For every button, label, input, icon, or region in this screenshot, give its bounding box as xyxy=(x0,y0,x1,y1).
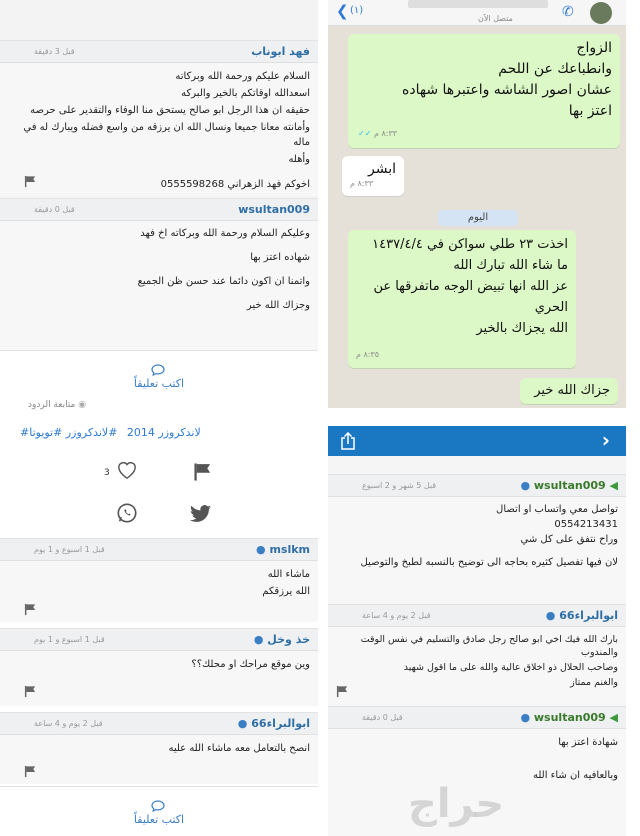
comment-line: تواصل معي واتساب او اتصال xyxy=(496,504,618,515)
comment-header xyxy=(0,199,318,221)
twitter-share-icon[interactable] xyxy=(190,504,212,524)
comment-line: شهادة اعتز بها xyxy=(558,737,618,748)
tags-row xyxy=(20,426,310,439)
haraj-watermark: حراج xyxy=(408,781,505,827)
comment-time: قبل 3 دقيقة xyxy=(34,47,75,56)
like-area[interactable] xyxy=(104,460,144,484)
comment-line: 0554213431 xyxy=(554,519,618,530)
comment-line: شهاده اعتز بها xyxy=(250,252,310,263)
message-line: عشان اصور الشاشه واعتبرها شهاده xyxy=(402,82,612,98)
contact-avatar[interactable] xyxy=(590,2,612,24)
chat-message-out xyxy=(520,378,618,404)
comment-card xyxy=(0,40,318,196)
comment-header xyxy=(328,707,626,729)
chat-header xyxy=(328,0,626,26)
write-comment-label: اكتب تعليقاً xyxy=(133,377,185,390)
comment-time: قبل 1 اسبوع و 1 يوم xyxy=(34,635,105,644)
comment-line: الله يرزقكم xyxy=(262,586,310,597)
report-flag-icon[interactable] xyxy=(336,685,349,698)
comment-line: ماشاء الله xyxy=(267,569,310,580)
comment-line: وأهله xyxy=(288,154,310,165)
user-icon: ● xyxy=(255,543,266,556)
comment-line: انصح بالتعامل معه ماشاء الله عليه xyxy=(168,743,310,754)
comment-line: اسعدالله اوقاتكم بالخير والبركه xyxy=(181,88,310,99)
whatsapp-share-icon[interactable] xyxy=(116,502,138,524)
phone-icon[interactable]: ✆ xyxy=(562,4,574,20)
comment-card xyxy=(0,712,318,784)
message-line: اعتز بها xyxy=(568,103,612,119)
comments-panel-top xyxy=(0,0,318,392)
message-line: جزاك الله خير xyxy=(534,383,610,398)
comment-time: قبل 5 شهر و 2 اسبوع xyxy=(362,481,437,490)
user-icon: ● xyxy=(237,717,248,730)
read-receipt-icon: ✓✓ xyxy=(358,129,372,138)
comment-username[interactable]: ● mslkm xyxy=(255,543,310,556)
message-line: ابشر xyxy=(368,161,396,177)
date-chip: اليوم xyxy=(438,210,518,226)
report-flag-icon[interactable] xyxy=(24,603,37,616)
report-flag-icon[interactable] xyxy=(193,462,213,482)
comment-card xyxy=(0,538,318,622)
write-comment-label: اكتب تعليقاً xyxy=(133,813,185,826)
comment-username[interactable]: ● ابوالبراء66 xyxy=(237,717,310,730)
chat-message-out xyxy=(348,230,576,368)
comments-panel-right xyxy=(328,426,626,836)
write-comment-button[interactable] xyxy=(0,350,318,392)
comment-line: وين موقع مراحك او محلك؟؟ xyxy=(191,659,310,670)
message-line: اخذت ٢٣ طلي سواكن في ١٤٣٧/٤/٤ xyxy=(372,237,568,252)
follow-replies[interactable]: ◉ متابعة الردود xyxy=(28,400,87,410)
chat-message-in xyxy=(342,156,404,196)
comment-bubble-icon xyxy=(151,364,165,376)
comment-time: قبل 2 يوم و 4 ساعة xyxy=(34,719,103,728)
comment-username[interactable]: فهد ابوناب xyxy=(251,45,310,58)
report-flag-icon[interactable] xyxy=(24,175,37,188)
megaphone-icon: ◀ xyxy=(609,479,618,492)
message-time: ✓✓ ٨:٣٣ م xyxy=(358,129,398,138)
user-icon: ● xyxy=(520,711,531,724)
message-line: الحري xyxy=(534,300,568,315)
comment-line: حقيقه ان هذا الرجل ابو صالح يستحق منا الوفاء والتقدير على حرصه xyxy=(30,105,310,116)
comment-signature: اخوكم فهد الزهراني 0555598268 xyxy=(160,179,310,190)
comment-time: قبل 1 اسبوع و 1 يوم xyxy=(34,545,105,554)
comment-body xyxy=(0,63,318,192)
contact-status: متصل الآن xyxy=(478,14,513,23)
comment-line: وراح نتفق على كل شي xyxy=(520,534,618,545)
forward-chevron-icon[interactable]: › xyxy=(601,428,610,452)
comment-header xyxy=(328,605,626,627)
message-line: الزواج xyxy=(576,40,612,56)
tag-link[interactable]: #لاندكروزر 2014 xyxy=(20,426,201,439)
comment-card xyxy=(328,474,626,600)
comment-username[interactable]: wsultan009 xyxy=(238,203,310,216)
back-chevron-icon[interactable]: ❮ xyxy=(336,2,349,20)
comment-line: لان فيها تفصيل كثيره بحاجه الى توضيح بالنسبه لطبخ والتوصيل xyxy=(360,557,618,568)
comment-body xyxy=(328,729,626,783)
tag-link[interactable]: #تويوتا xyxy=(29,426,63,439)
message-line: وانطباعك عن اللحم xyxy=(498,61,612,77)
comment-body xyxy=(0,221,318,313)
comment-username[interactable]: ● ابوالبراء66 xyxy=(545,609,618,622)
share-icon[interactable] xyxy=(340,432,356,450)
comment-body xyxy=(0,561,318,599)
comment-card xyxy=(0,198,318,350)
heart-icon[interactable] xyxy=(116,460,138,480)
comment-line: بارك الله فيك اخي ابو صالح رجل صادق والتسليم في نفس الوقت والمندوب xyxy=(360,634,618,658)
comment-header xyxy=(0,629,318,651)
comment-username[interactable]: ● wsultan009 ◀ xyxy=(520,479,618,492)
comment-body xyxy=(0,735,318,756)
message-time: ٨:٣٥ م xyxy=(356,350,380,359)
whatsapp-chat-panel xyxy=(328,0,626,408)
comment-header xyxy=(0,713,318,735)
message-line: عز الله انها تبيض الوجه ماتفرقها عن xyxy=(373,279,568,294)
unread-count: (١) xyxy=(350,5,364,16)
contact-name-bar xyxy=(408,0,548,8)
report-flag-icon[interactable] xyxy=(24,765,37,778)
tag-link[interactable]: #لاندكروزر xyxy=(65,426,118,439)
comment-card xyxy=(328,706,626,836)
comment-header xyxy=(0,41,318,63)
comment-header xyxy=(328,475,626,497)
comment-card xyxy=(328,604,626,704)
comment-time: قبل 0 دقيقة xyxy=(362,713,403,722)
comment-line: والغنم ممتاز xyxy=(570,677,618,688)
write-comment-button[interactable] xyxy=(0,786,318,828)
comment-body xyxy=(328,627,626,689)
rss-icon: ◉ xyxy=(78,400,87,410)
top-bar xyxy=(328,426,626,456)
message-time: ٨:٣٣ م xyxy=(350,179,374,188)
user-icon: ● xyxy=(545,609,556,622)
comment-line: وأمانته معانا جميعا ونسال الله ان يرزقه من واسع فضله ويبارك له في ماله xyxy=(23,122,310,148)
message-line: الله يجزاك بالخير xyxy=(476,321,568,336)
chat-message-out xyxy=(348,34,620,148)
user-icon: ● xyxy=(253,633,264,646)
comment-body xyxy=(0,651,318,672)
comment-time: قبل 2 يوم و 4 ساعة xyxy=(362,611,431,620)
message-line: ما شاء الله تبارك الله xyxy=(453,258,568,273)
megaphone-icon: ◀ xyxy=(609,711,618,724)
comment-line: وجزاك الله خير xyxy=(246,300,310,311)
comments-panel-bottom xyxy=(0,392,318,836)
comment-bubble-icon xyxy=(151,800,165,812)
comment-username[interactable]: ● خذ وخل xyxy=(253,633,310,646)
comment-line: واتمنا ان اكون دائما عند حسن ظن الجميع xyxy=(137,276,310,287)
comment-card xyxy=(0,628,318,706)
comment-header xyxy=(0,539,318,561)
user-icon: ● xyxy=(520,479,531,492)
comment-line: وبالعافيه ان شاء الله xyxy=(532,770,618,781)
comment-line: وعليكم السلام ورحمة الله وبركاته اخ فهد xyxy=(140,228,310,239)
comment-line: وصاحب الحلال ذو اخلاق عالية والله على ما اقول شهيد xyxy=(403,662,618,673)
comment-line: السلام عليكم ورحمة الله وبركاته xyxy=(175,71,310,82)
comment-username[interactable]: ● wsultan009 ◀ xyxy=(520,711,618,724)
comment-time: قبل 0 دقيقة xyxy=(34,205,75,214)
report-flag-icon[interactable] xyxy=(24,685,37,698)
comment-body xyxy=(328,497,626,569)
like-count: 3 xyxy=(104,468,110,478)
